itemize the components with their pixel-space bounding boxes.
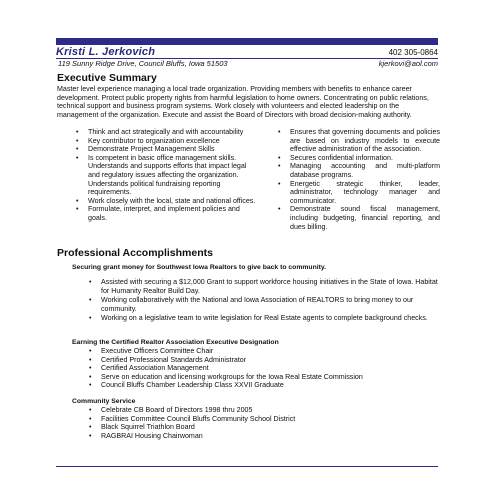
list-item: • Council Bluffs Chamber Leadership Class XXVII Graduate [89, 381, 439, 390]
list-item: • Assisted with securing a $12,000 Grant to support workforce housing initiatives in the State of Iowa. Habitat for Humanity Realtor Build Day. [89, 278, 439, 295]
list-item: • Celebrate CB Board of Directors 1998 thru 2005 [89, 406, 439, 415]
address: 119 Sunny Ridge Drive, Council Bluffs, Iowa 51503 [58, 59, 228, 68]
executive-summary-heading: Executive Summary [57, 72, 157, 84]
candidate-name: Kristi L. Jerkovich [56, 46, 156, 58]
summary-right-column [278, 128, 440, 231]
list-item: • Demonstrate Project Management Skills [76, 145, 256, 154]
list-item: • Managing accounting and multi-platform database programs. [278, 162, 440, 179]
email-address: kjerkovi@aol.com [378, 59, 438, 68]
phone-number: 402 305-0864 [388, 48, 438, 57]
list-item: • Working collaboratively with the National and Iowa Association of REALTORS to bring money to our community. [89, 296, 439, 313]
list-item: • Ensures that governing documents and policies are based on industry models to execute effective administration of the association. [278, 128, 440, 154]
list-item: • Is competent in basic office management skills. Understands and supports efforts that impact legal and regulatory issues affecting the organization. Understands political fundraising reporting requirements. [76, 154, 256, 197]
list-item: • Formulate, interpret, and implement policies and goals. [76, 205, 256, 222]
grant-section-title: Securing grant money for Southwest Iowa Realtors to give back to community. [72, 264, 327, 271]
list-item: • Serve on education and licensing workgroups for the Iowa Real Estate Commission [89, 373, 439, 382]
list-item: • Energetic strategic thinker, leader, administrator, technology manager and communicator. [278, 180, 440, 206]
footer-divider [56, 466, 438, 467]
executive-summary-paragraph [57, 85, 439, 119]
community-service-list [89, 406, 439, 440]
list-item: • Key contributor to organization excellence [76, 137, 256, 146]
community-service-title: Community Service [72, 398, 136, 405]
summary-left-column [76, 128, 256, 223]
list-item: • Facilities Committee Council Bluffs Community School District [89, 415, 439, 424]
designation-list [89, 347, 439, 390]
list-item: • Work closely with the local, state and national offices. [76, 197, 256, 206]
list-item: • Working on a legislative team to write legislation for Real Estate agents to complete background checks. [89, 314, 439, 323]
grant-list [89, 278, 439, 324]
list-item: • Black Squirrel Triathlon Board [89, 423, 439, 432]
summary-text: Master level experience managing a local trade organization. Providing members with benefits to enhance career development. Protect public property rights from harmful legislation to home owners. Concentrating on public relations, technical support and business program systems. Work closely with volunteers and elected leadership on the management of the organization. Execute and assist the Board of Directors with broad decision-making authority. [57, 85, 429, 119]
list-item: • Certified Association Management [89, 364, 439, 373]
list-item: • Think and act strategically and with accountability [76, 128, 256, 137]
designation-section-title: Earning the Certified Realtor Association Executive Designation [72, 339, 279, 346]
header-top-bar [56, 38, 438, 45]
list-item: • Certified Professional Standards Administrator [89, 356, 439, 365]
list-item: • Demonstrate sound fiscal management, including budgeting, financial reporting, and dues billing. [278, 205, 440, 231]
list-item: • RAGBRAI Housing Chairwoman [89, 432, 439, 441]
accomplishments-heading: Professional Accomplishments [57, 247, 213, 259]
list-item: • Secures confidential information. [278, 154, 440, 163]
list-item: • Executive Officers Committee Chair [89, 347, 439, 356]
